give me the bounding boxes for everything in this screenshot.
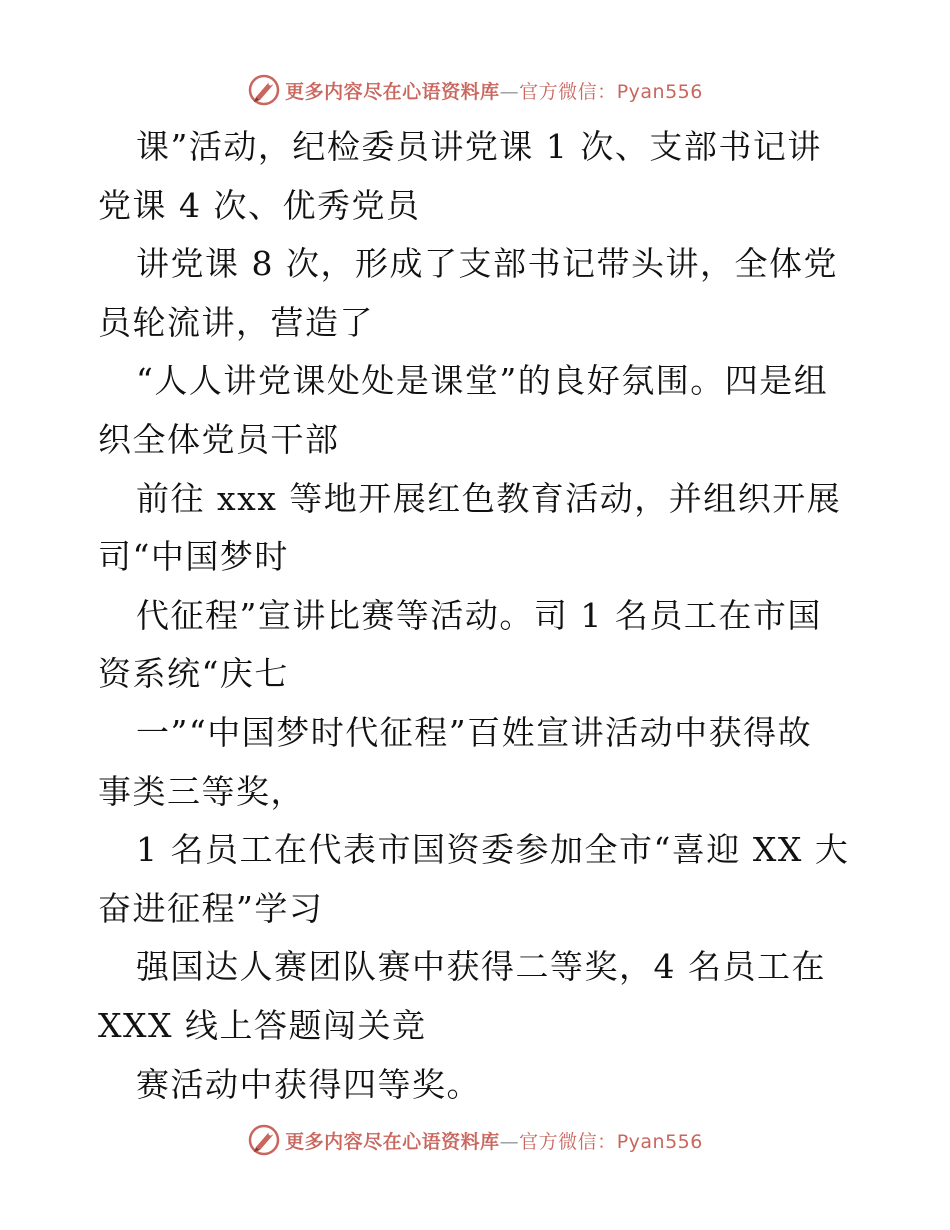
footer-banner	[0, 1120, 950, 1160]
banner-dash: —	[499, 1130, 520, 1153]
text-line: 员轮流讲，营造了	[98, 302, 374, 342]
text-line: 代征程”宣讲比赛等活动。司 1 名员工在市国	[136, 595, 822, 635]
text-line: 前往 xxx 等地开展红色教育活动，并组织开展	[136, 478, 842, 518]
banner-brand: 更多内容尽在心语资料库	[285, 80, 500, 103]
pen-circle-logo-icon	[247, 73, 281, 107]
text-line: 1 名员工在代表市国资委参加全市“喜迎 XX 大	[136, 830, 850, 870]
text-line: 赛活动中获得四等奖。	[136, 1064, 481, 1104]
document-body	[98, 118, 858, 1114]
text-line: 一”“中国梦时代征程”百姓宣讲活动中获得故	[136, 712, 813, 752]
banner-brand: 更多内容尽在心语资料库	[285, 1130, 500, 1153]
text-line: 课”活动，纪检委员讲党课 1 次、支部书记讲	[136, 127, 822, 166]
text-line: 资系统“庆七	[98, 654, 289, 694]
text-line: 事类三等奖，	[98, 771, 305, 811]
pen-circle-logo-icon	[247, 1123, 281, 1157]
banner-wechat-label: 官方微信：	[519, 80, 617, 103]
text-line: 党课 4 次、优秀党员	[98, 185, 421, 225]
text-line: “人人讲党课处处是课堂”的良好氛围。四是组	[136, 361, 829, 401]
text-line: 织全体党员干部	[98, 419, 340, 459]
banner-wechat-id: Pyan556	[616, 80, 703, 103]
text-line: 奋进征程”学习	[98, 888, 324, 928]
banner-wechat-id: Pyan556	[616, 1130, 703, 1153]
banner-dash: —	[499, 80, 520, 103]
banner-wechat-label: 官方微信：	[519, 1130, 617, 1153]
text-line: 强国达人赛团队赛中获得二等奖，4 名员工在	[136, 947, 826, 987]
text-line: XXX 线上答题闯关竞	[98, 1005, 427, 1045]
header-banner	[0, 70, 950, 110]
text-line: 司“中国梦时	[98, 537, 289, 577]
text-line: 讲党课 8 次，形成了支部书记带头讲，全体党	[136, 244, 838, 284]
